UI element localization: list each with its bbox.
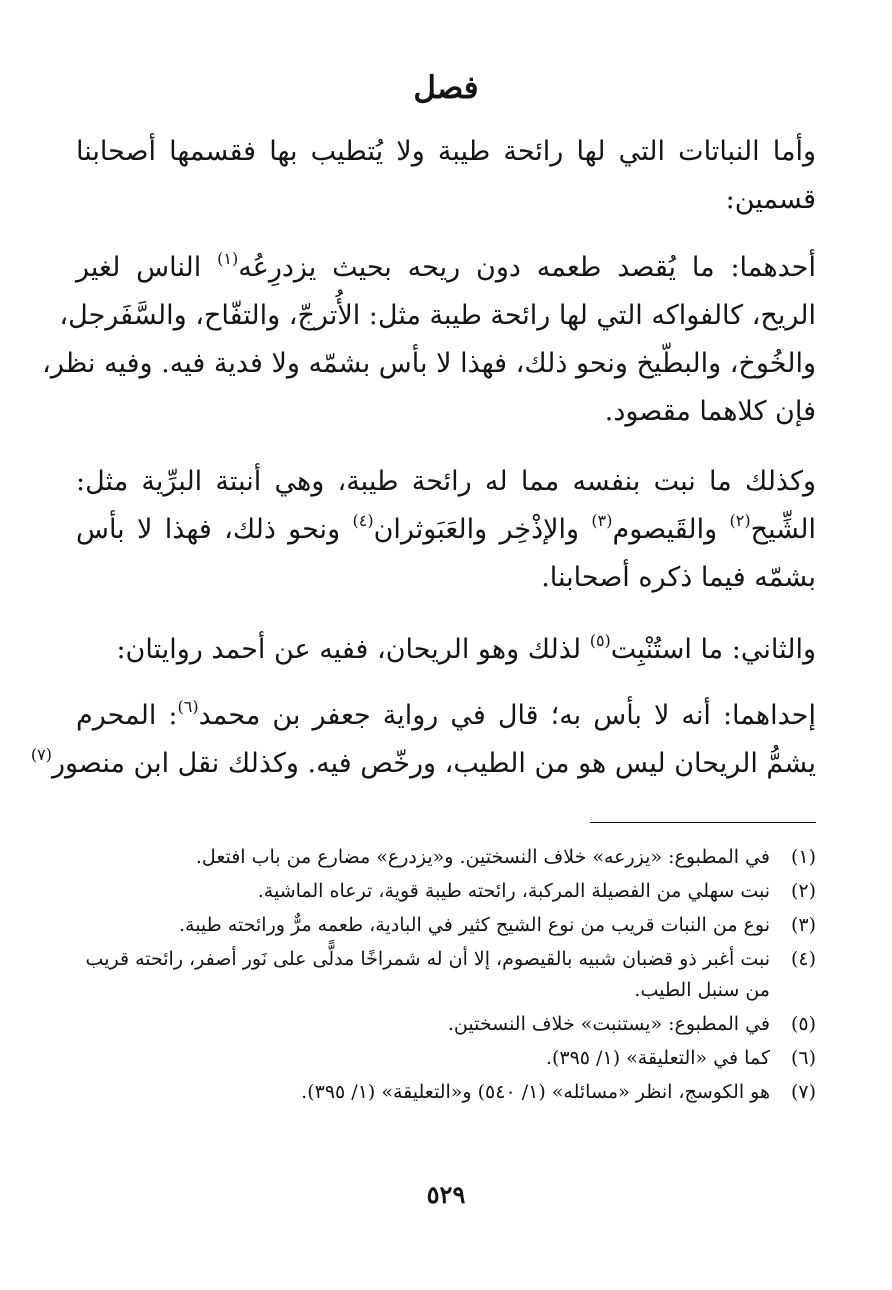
footnote-text: نبت سهلي من الفصيلة المركبة، رائحته طيبة قوية، ترعاه الماشية. — [257, 880, 770, 902]
paragraph-line: وكذلك ما نبت بنفسه مما له رائحة طيبة، وهي أنبتة البرِّية مثل: — [76, 466, 816, 497]
footnote-text: في المطبوع: «يزرعه» خلاف النسختين. و«يزدرع» مضارع من باب افتعل. — [195, 846, 770, 868]
paragraph-text: يشمُّ الريحان ليس هو من الطيب، ورخّص فيه. وكذلك نقل ابن منصور — [51, 748, 816, 779]
paragraph-2 — [42, 244, 816, 436]
footnote-ref[interactable]: (٣) — [591, 511, 613, 530]
footnote-divider — [590, 822, 816, 823]
paragraph-text: : المحرم — [76, 700, 178, 731]
footnote-text: نوع من النبات قريب من نوع الشيح كثير في البادية، طعمه مرٌّ ورائحته طيبة. — [178, 914, 770, 936]
footnote-text: في المطبوع: «يستنبت» خلاف النسختين. — [447, 1013, 770, 1035]
paragraph-line — [76, 506, 816, 554]
footnote-ref[interactable]: (١) — [217, 249, 239, 268]
footnote-item — [76, 910, 816, 941]
footnote-item — [76, 842, 816, 873]
paragraph-text: الناس لغير — [76, 252, 202, 283]
footnote-number: (٦) — [790, 1047, 816, 1069]
paragraph-text: والثاني: ما استُنْبِت — [610, 634, 816, 665]
footnote-number: (٣) — [790, 914, 816, 936]
paragraph-line — [76, 626, 816, 674]
footnote-ref[interactable]: (٥) — [589, 631, 611, 650]
paragraph-line: بشمّه فيما ذكره أصحابنا. — [541, 562, 816, 593]
page-number: ٥٢٩ — [426, 1180, 466, 1209]
paragraph-line: وأما النباتات التي لها رائحة طيبة ولا يُتطيب بها فقسمها أصحابنا — [76, 136, 816, 167]
footnote-number: (٢) — [790, 880, 816, 902]
paragraph-line — [76, 692, 816, 740]
footnote-ref[interactable]: (٤) — [352, 511, 374, 530]
footnote-text: كما في «التعليقة» (١/ ٣٩٥). — [545, 1047, 770, 1069]
paragraph-text: لذلك وهو الريحان، ففيه عن أحمد روايتان: — [116, 634, 582, 665]
footnote-number: (٥) — [790, 1013, 816, 1035]
footnote-ref[interactable]: (٢) — [729, 511, 751, 530]
footnote-number: (٧) — [790, 1081, 816, 1103]
paragraph-1 — [76, 128, 816, 224]
paragraph-line — [76, 244, 816, 292]
paragraph-text: إحداهما: أنه لا بأس به؛ قال في رواية جعفر بن محمد — [198, 700, 816, 731]
paragraph-text: والقَيصوم — [612, 514, 718, 545]
footnote-ref[interactable]: (٦) — [177, 697, 199, 716]
paragraph-text: أحدهما: ما يُقصد طعمه دون ريحه بحيث يزدرِعُه — [238, 252, 816, 283]
paragraph-5 — [30, 692, 816, 788]
footnote-item — [76, 1043, 816, 1074]
paragraph-text: ونحو ذلك، فهذا لا بأس — [76, 514, 341, 545]
paragraph-4 — [76, 626, 816, 674]
paragraph-line — [30, 740, 816, 788]
footnote-text: هو الكوسج، انظر «مسائله» (١/ ٥٤٠) و«التعليقة» (١/ ٣٩٥). — [301, 1081, 770, 1103]
footnotes-section — [76, 842, 816, 1111]
footnote-item — [76, 876, 816, 907]
paragraph-text: والإذْخِر والعَبَوثران — [373, 514, 580, 545]
section-title: فصل — [413, 70, 479, 106]
paragraph-line: فإن كلاهما مقصود. — [604, 396, 816, 427]
footnote-item — [76, 1009, 816, 1040]
footnote-item — [76, 944, 816, 1006]
paragraph-line: الريح، كالفواكه التي لها رائحة طيبة مثل: الأُترجّ، والتفّاح، والسَّفَرجل، — [59, 300, 816, 331]
paragraph-3 — [76, 458, 816, 602]
footnote-ref[interactable]: (٧) — [30, 745, 52, 764]
footnote-number: (٤) — [790, 948, 816, 970]
paragraph-text: الشِّيح — [750, 514, 816, 545]
footnote-text: نبت أغبر ذو قضبان شبيه بالقيصوم، إلا أن له شمراخًا مدلًّى على نَور أصفر، رائحته قريب من سنبل الطيب. — [85, 948, 770, 1001]
paragraph-line: قسمين: — [725, 184, 816, 215]
paragraph-line: والخُوخ، والبطّيخ ونحو ذلك، فهذا لا بأس بشمّه ولا فدية فيه. وفيه نظر، — [42, 348, 816, 379]
footnote-item — [76, 1077, 816, 1108]
footnote-number: (١) — [790, 846, 816, 868]
